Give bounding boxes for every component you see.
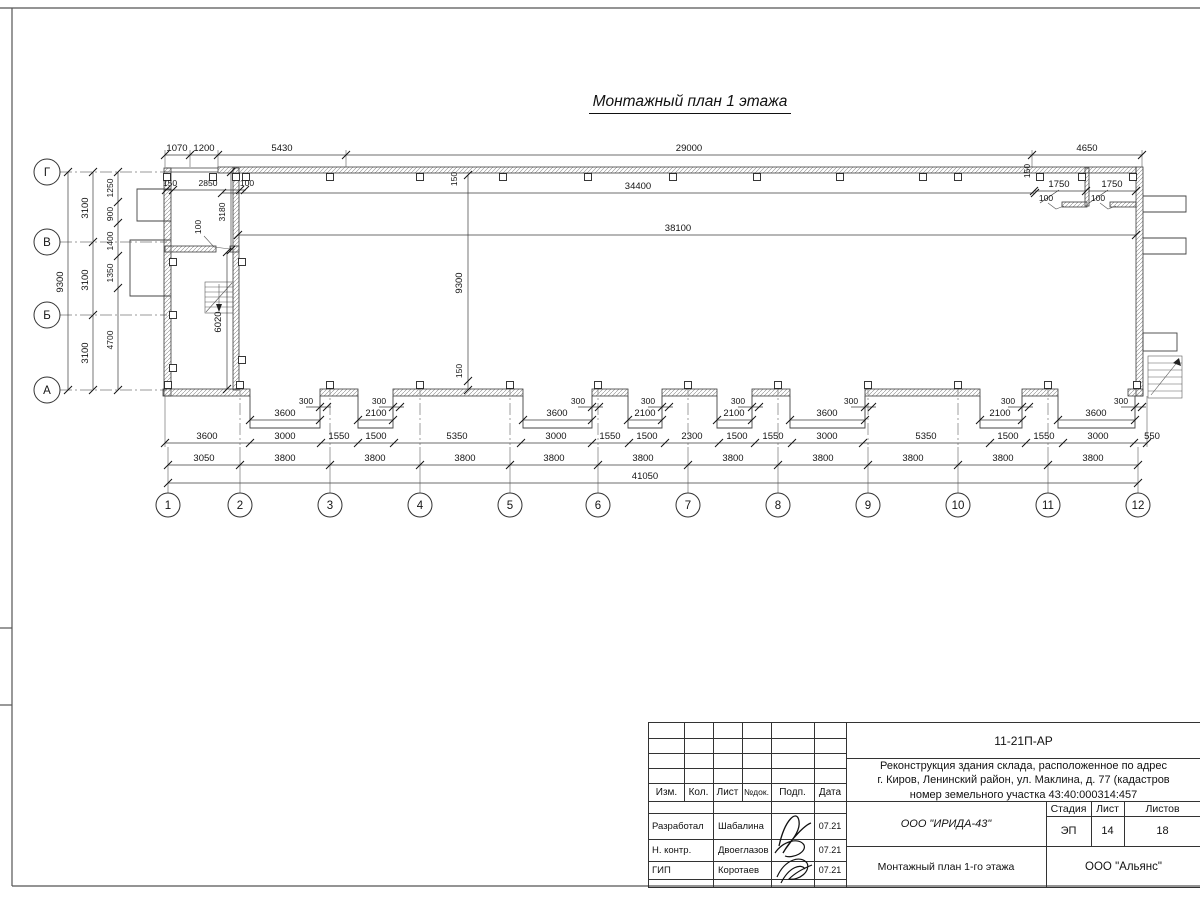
dim-label: 300 xyxy=(1000,396,1016,406)
dim-label: 3800 xyxy=(722,453,744,464)
dim-label: 3000 xyxy=(274,431,296,442)
dim-label: 150 xyxy=(454,363,464,379)
tb-date-ncontr: 07.21 xyxy=(818,845,842,855)
dim-label: 4700 xyxy=(105,330,115,350)
axis-lines xyxy=(60,172,1048,445)
dim-label: 3100 xyxy=(80,197,91,219)
dim-label: 1500 xyxy=(726,431,748,442)
dim-label: 300 xyxy=(371,396,387,406)
dim-label: 3600 xyxy=(546,408,568,419)
dim-label: 150 xyxy=(449,171,459,187)
dim-label: 1500 xyxy=(997,431,1019,442)
tb-sheet-value: 14 xyxy=(1101,825,1114,837)
dim-label: 1750 xyxy=(1101,179,1123,190)
dim-label: 300 xyxy=(1113,396,1129,406)
tb-header-ndok: №док. xyxy=(744,787,769,797)
dim-label: 550 xyxy=(1144,431,1160,442)
dim-label: 3800 xyxy=(274,453,296,464)
dim-label: 1550 xyxy=(328,431,350,442)
grid-col-label: 6 xyxy=(594,500,602,512)
grid-col-label: 4 xyxy=(416,500,424,512)
tb-drawing-name: Монтажный план 1-го этажа xyxy=(877,860,1015,873)
dim-label: 3800 xyxy=(632,453,654,464)
dim-label: 3000 xyxy=(545,431,567,442)
dim-label: 1550 xyxy=(599,431,621,442)
dim-label: 2100 xyxy=(989,408,1011,419)
grid-row-label: Б xyxy=(43,310,51,322)
labels xyxy=(43,143,1160,512)
stair-interior xyxy=(205,282,233,313)
dim-label: 100 xyxy=(239,178,255,188)
tb-name-gip: Коротаев xyxy=(718,864,760,876)
tb-desc-line1: Реконструкция здания склада, расположенное по адрес xyxy=(879,760,1167,772)
grid-col-label: 8 xyxy=(774,500,782,512)
dim-label: 3800 xyxy=(364,453,386,464)
tb-header-data: Дата xyxy=(818,786,842,798)
tb-stage-value: ЭП xyxy=(1060,825,1077,837)
dim-label: 3600 xyxy=(274,408,296,419)
dim-label: 300 xyxy=(843,396,859,406)
dim-label: 3600 xyxy=(196,431,218,442)
dim-label: 100 xyxy=(1038,193,1054,203)
page-title xyxy=(520,93,860,114)
page-title-text: Монтажный план 1 этажа xyxy=(589,93,792,114)
dim-label: 3600 xyxy=(816,408,838,419)
dim-label: 2100 xyxy=(634,408,656,419)
tb-header-izm: Изм. xyxy=(655,786,678,798)
dim-label: 5350 xyxy=(915,431,937,442)
dim-label: 2100 xyxy=(723,408,745,419)
dim-label: 5430 xyxy=(271,143,293,154)
dim-label: 100 xyxy=(193,219,203,235)
tb-header-podp: Подп. xyxy=(779,786,806,798)
signatures xyxy=(771,801,814,887)
dim-label: 3800 xyxy=(992,453,1014,464)
tb-header-list: Лист xyxy=(716,786,739,798)
dim-label: 300 xyxy=(640,396,656,406)
tb-role-ncontr: Н. контр. xyxy=(652,844,692,856)
dim-label: 1070 xyxy=(166,143,188,154)
grid-col-label: 3 xyxy=(326,500,334,512)
leaders xyxy=(204,203,1116,249)
dim-label: 150 xyxy=(162,178,178,188)
dim-label: 1500 xyxy=(365,431,387,442)
dim-label: 3600 xyxy=(1085,408,1107,419)
exterior-protrusions xyxy=(130,189,1186,351)
grid-col-label: 11 xyxy=(1042,500,1054,512)
dim-label: 3100 xyxy=(80,269,91,291)
tb-desc-line3: номер земельного участка 43:40:000314:457 xyxy=(909,788,1138,801)
tb-role-developer: Разработал xyxy=(652,820,704,832)
tb-sheets-header: Листов xyxy=(1145,802,1180,815)
grid-col-label: 12 xyxy=(1131,500,1145,512)
grid-row-label: В xyxy=(43,237,51,249)
grid-col-label: 2 xyxy=(236,500,244,512)
title-block xyxy=(648,722,1200,888)
stair-exterior xyxy=(1148,356,1182,398)
dim-label: 9300 xyxy=(454,272,465,294)
dim-label: 1750 xyxy=(1048,179,1070,190)
dim-label: 5350 xyxy=(446,431,468,442)
grid-col-label: 5 xyxy=(506,500,514,512)
walls xyxy=(163,167,1143,396)
tb-date-developer: 07.21 xyxy=(818,821,842,831)
dim-label: 100 xyxy=(1090,193,1106,203)
dim-label: 1500 xyxy=(636,431,658,442)
tb-desc-line2: г. Киров, Ленинский район, ул. Маклина, д. 77 (кадастров xyxy=(877,774,1170,787)
tb-date-gip: 07.21 xyxy=(818,865,842,875)
dim-label: 41050 xyxy=(631,471,659,482)
dim-label: 3180 xyxy=(217,202,227,222)
tb-role-gip: ГИП xyxy=(652,864,671,876)
grid-col-label: 1 xyxy=(164,500,172,512)
grid-col-label: 7 xyxy=(684,500,692,512)
tb-firm: ООО "Альянс" xyxy=(1085,860,1162,873)
dim-label: 38100 xyxy=(664,223,692,234)
dim-label: 3800 xyxy=(812,453,834,464)
dim-label: 1550 xyxy=(1033,431,1055,442)
dim-label: 3800 xyxy=(454,453,476,464)
dim-label: 2100 xyxy=(365,408,387,419)
dim-label: 3800 xyxy=(543,453,565,464)
dim-label: 9300 xyxy=(55,271,66,293)
dim-label: 3000 xyxy=(816,431,838,442)
dim-label: 900 xyxy=(105,206,115,222)
dim-label: 1400 xyxy=(105,231,115,251)
dim-label: 3000 xyxy=(1087,431,1109,442)
tb-sheet-header: Лист xyxy=(1096,802,1119,815)
dim-label: 6020 xyxy=(213,311,224,333)
tb-name-developer: Шабалина xyxy=(718,820,764,832)
dim-label: 2850 xyxy=(198,178,218,188)
tb-sheets-value: 18 xyxy=(1156,825,1169,837)
dim-label: 1350 xyxy=(105,263,115,283)
grid-row-label: Г xyxy=(43,167,51,179)
dim-label: 300 xyxy=(570,396,586,406)
grid-col-label: 9 xyxy=(864,500,872,512)
tb-stage-header: Стадия xyxy=(1050,802,1087,815)
dim-label: 3800 xyxy=(1082,453,1104,464)
tb-name-ncontr: Двоеглазов xyxy=(718,844,769,856)
tb-org: ООО "ИРИДА-43" xyxy=(900,817,992,830)
dim-label: 1250 xyxy=(105,178,115,198)
tb-project-description xyxy=(846,758,1200,802)
dim-label: 3050 xyxy=(193,453,215,464)
grid-row-label: А xyxy=(43,385,51,397)
dim-label: 4650 xyxy=(1076,143,1098,154)
tb-header-kol: Кол. xyxy=(688,786,709,798)
dim-label: 150 xyxy=(1022,163,1032,179)
dim-label: 3100 xyxy=(80,342,91,364)
dim-label: 34400 xyxy=(624,181,652,192)
dim-label: 300 xyxy=(298,396,314,406)
dim-label: 29000 xyxy=(675,143,703,154)
tb-doc-code: 11-21П-АР xyxy=(994,733,1053,748)
dim-label: 300 xyxy=(730,396,746,406)
dim-label: 2300 xyxy=(681,431,703,442)
grid-col-label: 10 xyxy=(951,500,965,512)
dim-label: 1200 xyxy=(193,143,215,154)
dim-label: 1550 xyxy=(762,431,784,442)
dim-label: 3800 xyxy=(902,453,924,464)
